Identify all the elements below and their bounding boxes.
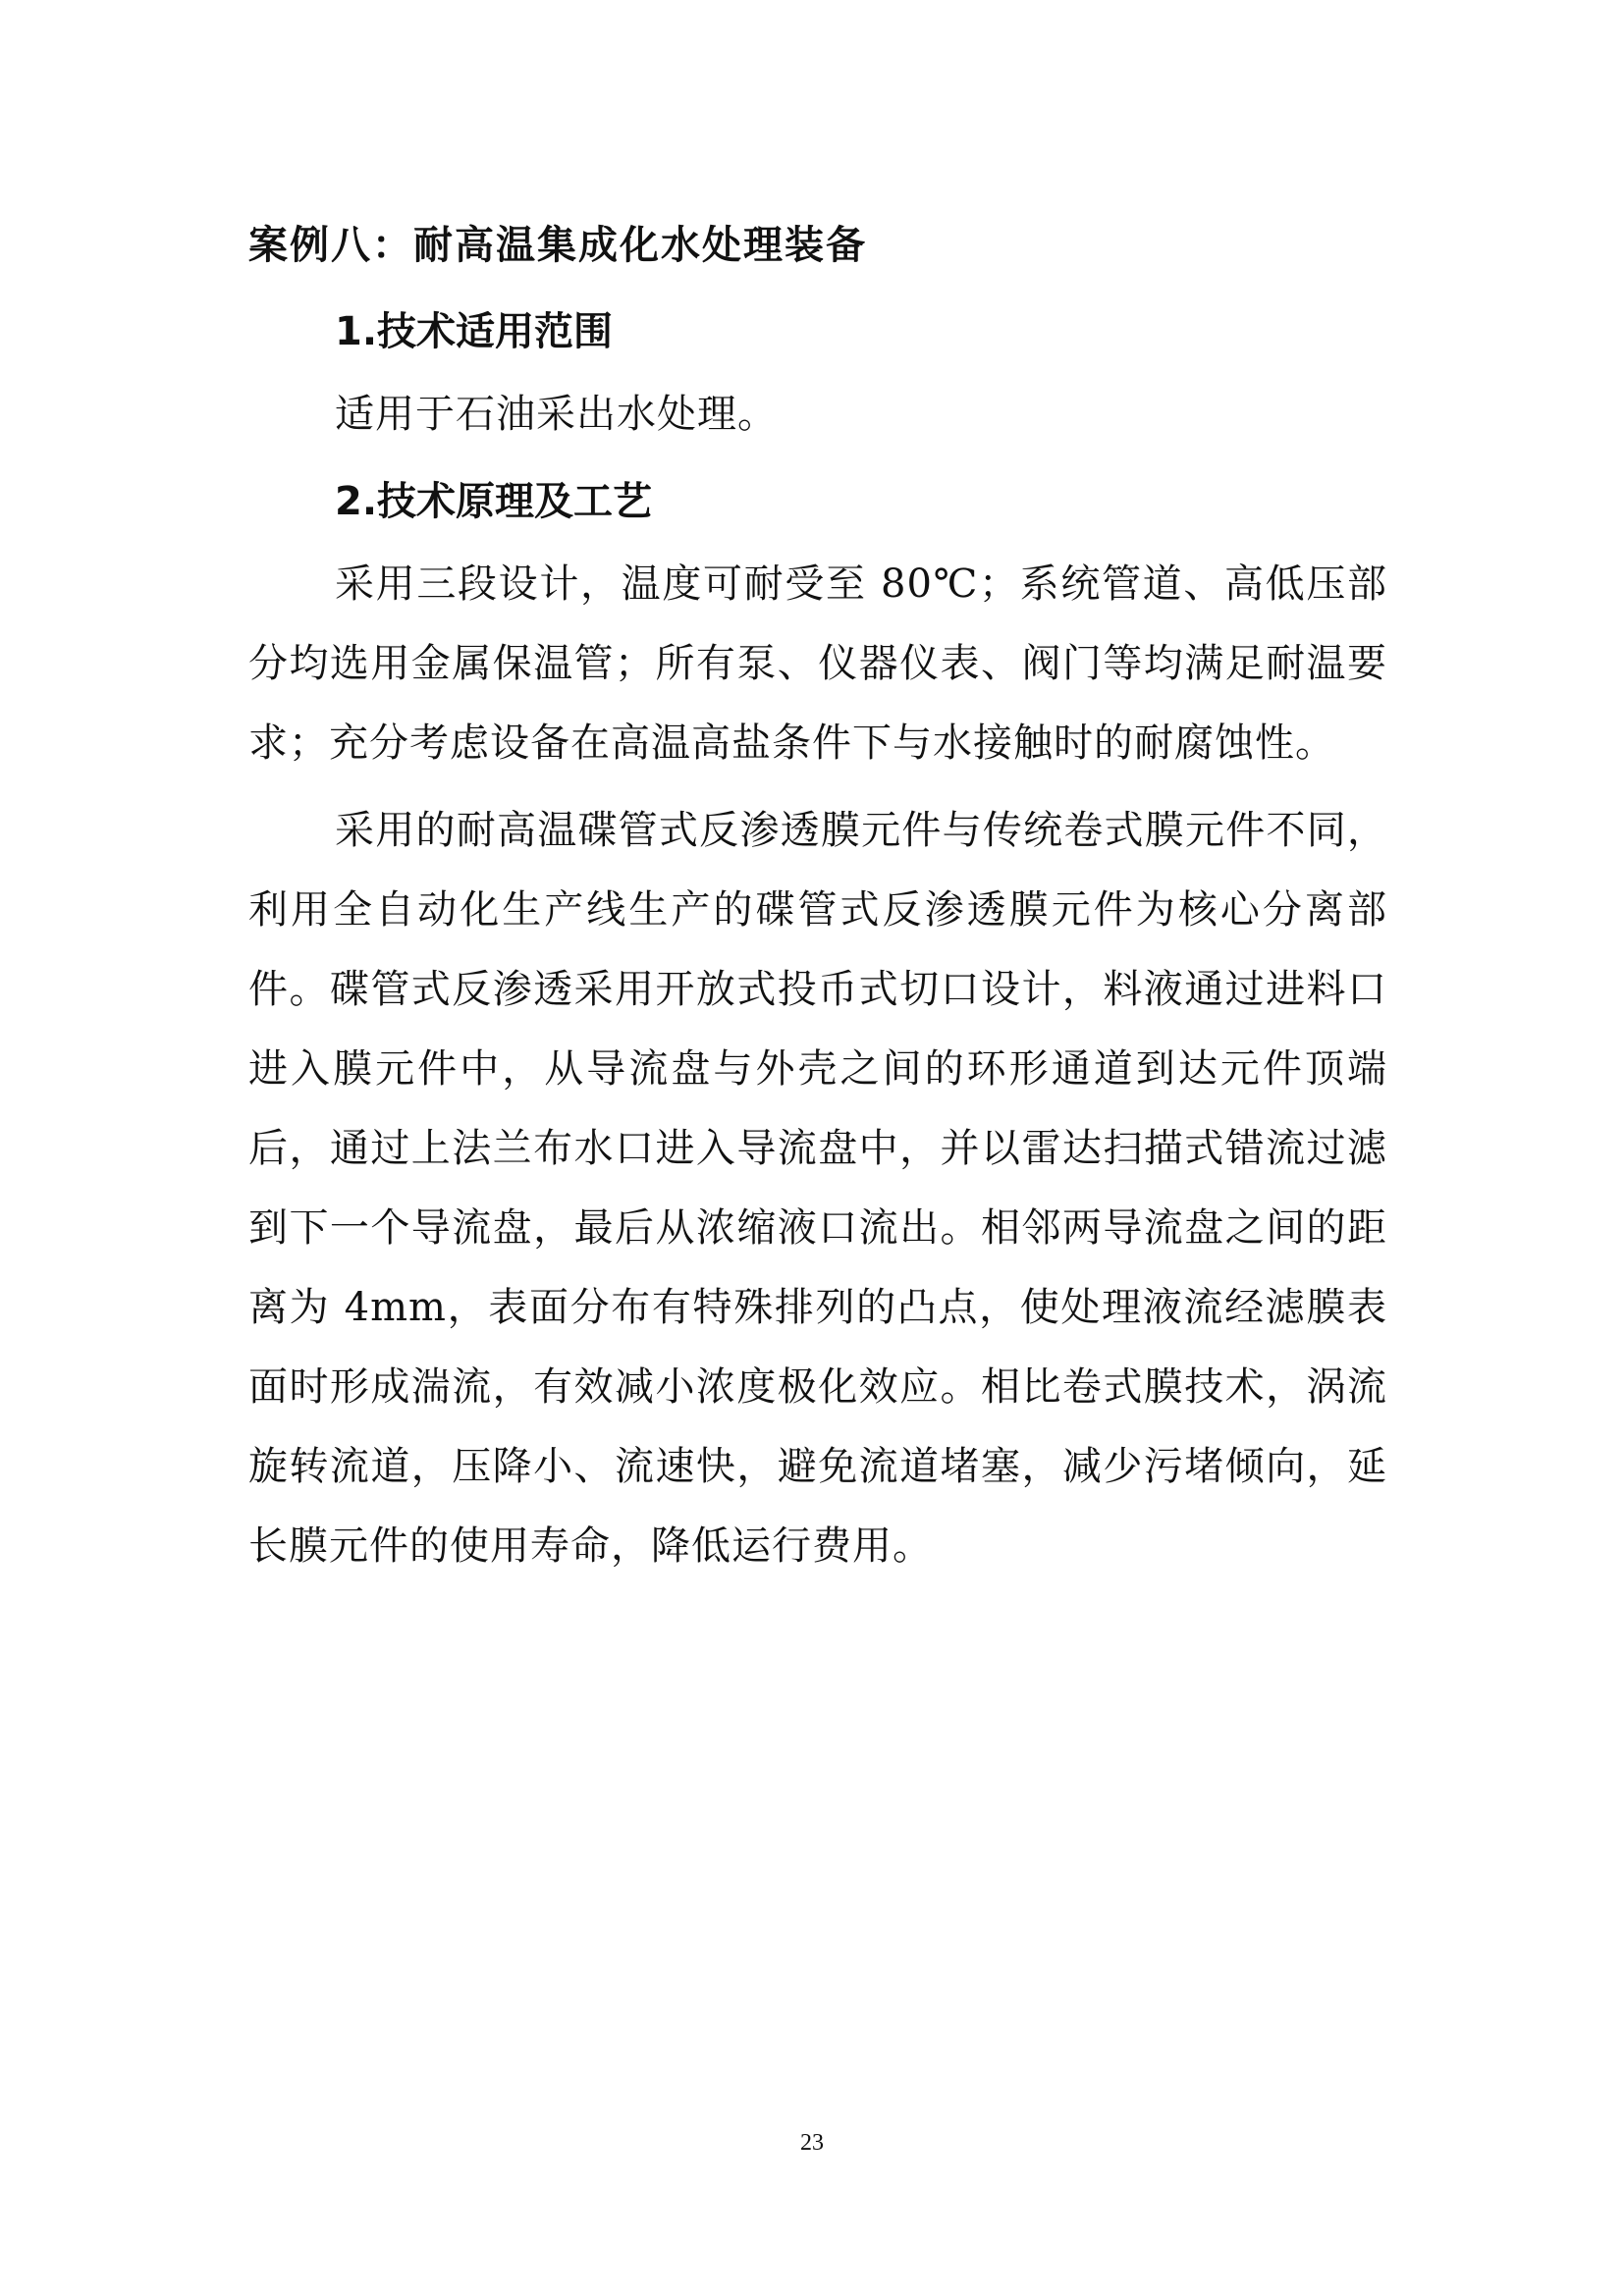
- principle-paragraph-2: 采用的耐高温碟管式反渗透膜元件与传统卷式膜元件不同，利用全自动化生产线生产的碟管式反渗透膜元件为核心分离部件。碟管式反渗透采用开放式投币式切口设计，料液通过进料口进入膜元件中，从导流盘与外壳之间的环形通道到达元件顶端后，通过上法兰布水口进入导流盘中，并以雷达扫描式错流过滤到下一个导流盘，最后从浓缩液口流出。相邻两导流盘之间的距离为 4mm，表面分布有特殊排列的凸点，使处理液流经滤膜表面时形成湍流，有效减小浓度极化效应。相比卷式膜技术，涡流旋转流道，压降小、流速快，避免流道堵塞，减少污堵倾向，延长膜元件的使用寿命，降低运行费用。: [248, 808, 1387, 1569]
- scope-paragraph: 适用于石油采出水处理。: [335, 392, 778, 437]
- section-heading-principle: 2.技术原理及工艺: [335, 479, 653, 524]
- case-title: 案例八：耐高温集成化水处理装备: [248, 223, 867, 268]
- page-content: [248, 206, 1387, 1586]
- principle-paragraph-1: 采用三段设计，温度可耐受至 80℃；系统管道、高低压部分均选用金属保温管；所有泵、仪器仪表、阀门等均满足耐温要求；充分考虑设备在高温高盐条件下与水接触时的耐腐蚀性。: [248, 561, 1387, 766]
- page-number: 23: [800, 2130, 824, 2156]
- section-heading-scope: 1.技术适用范围: [335, 309, 614, 354]
